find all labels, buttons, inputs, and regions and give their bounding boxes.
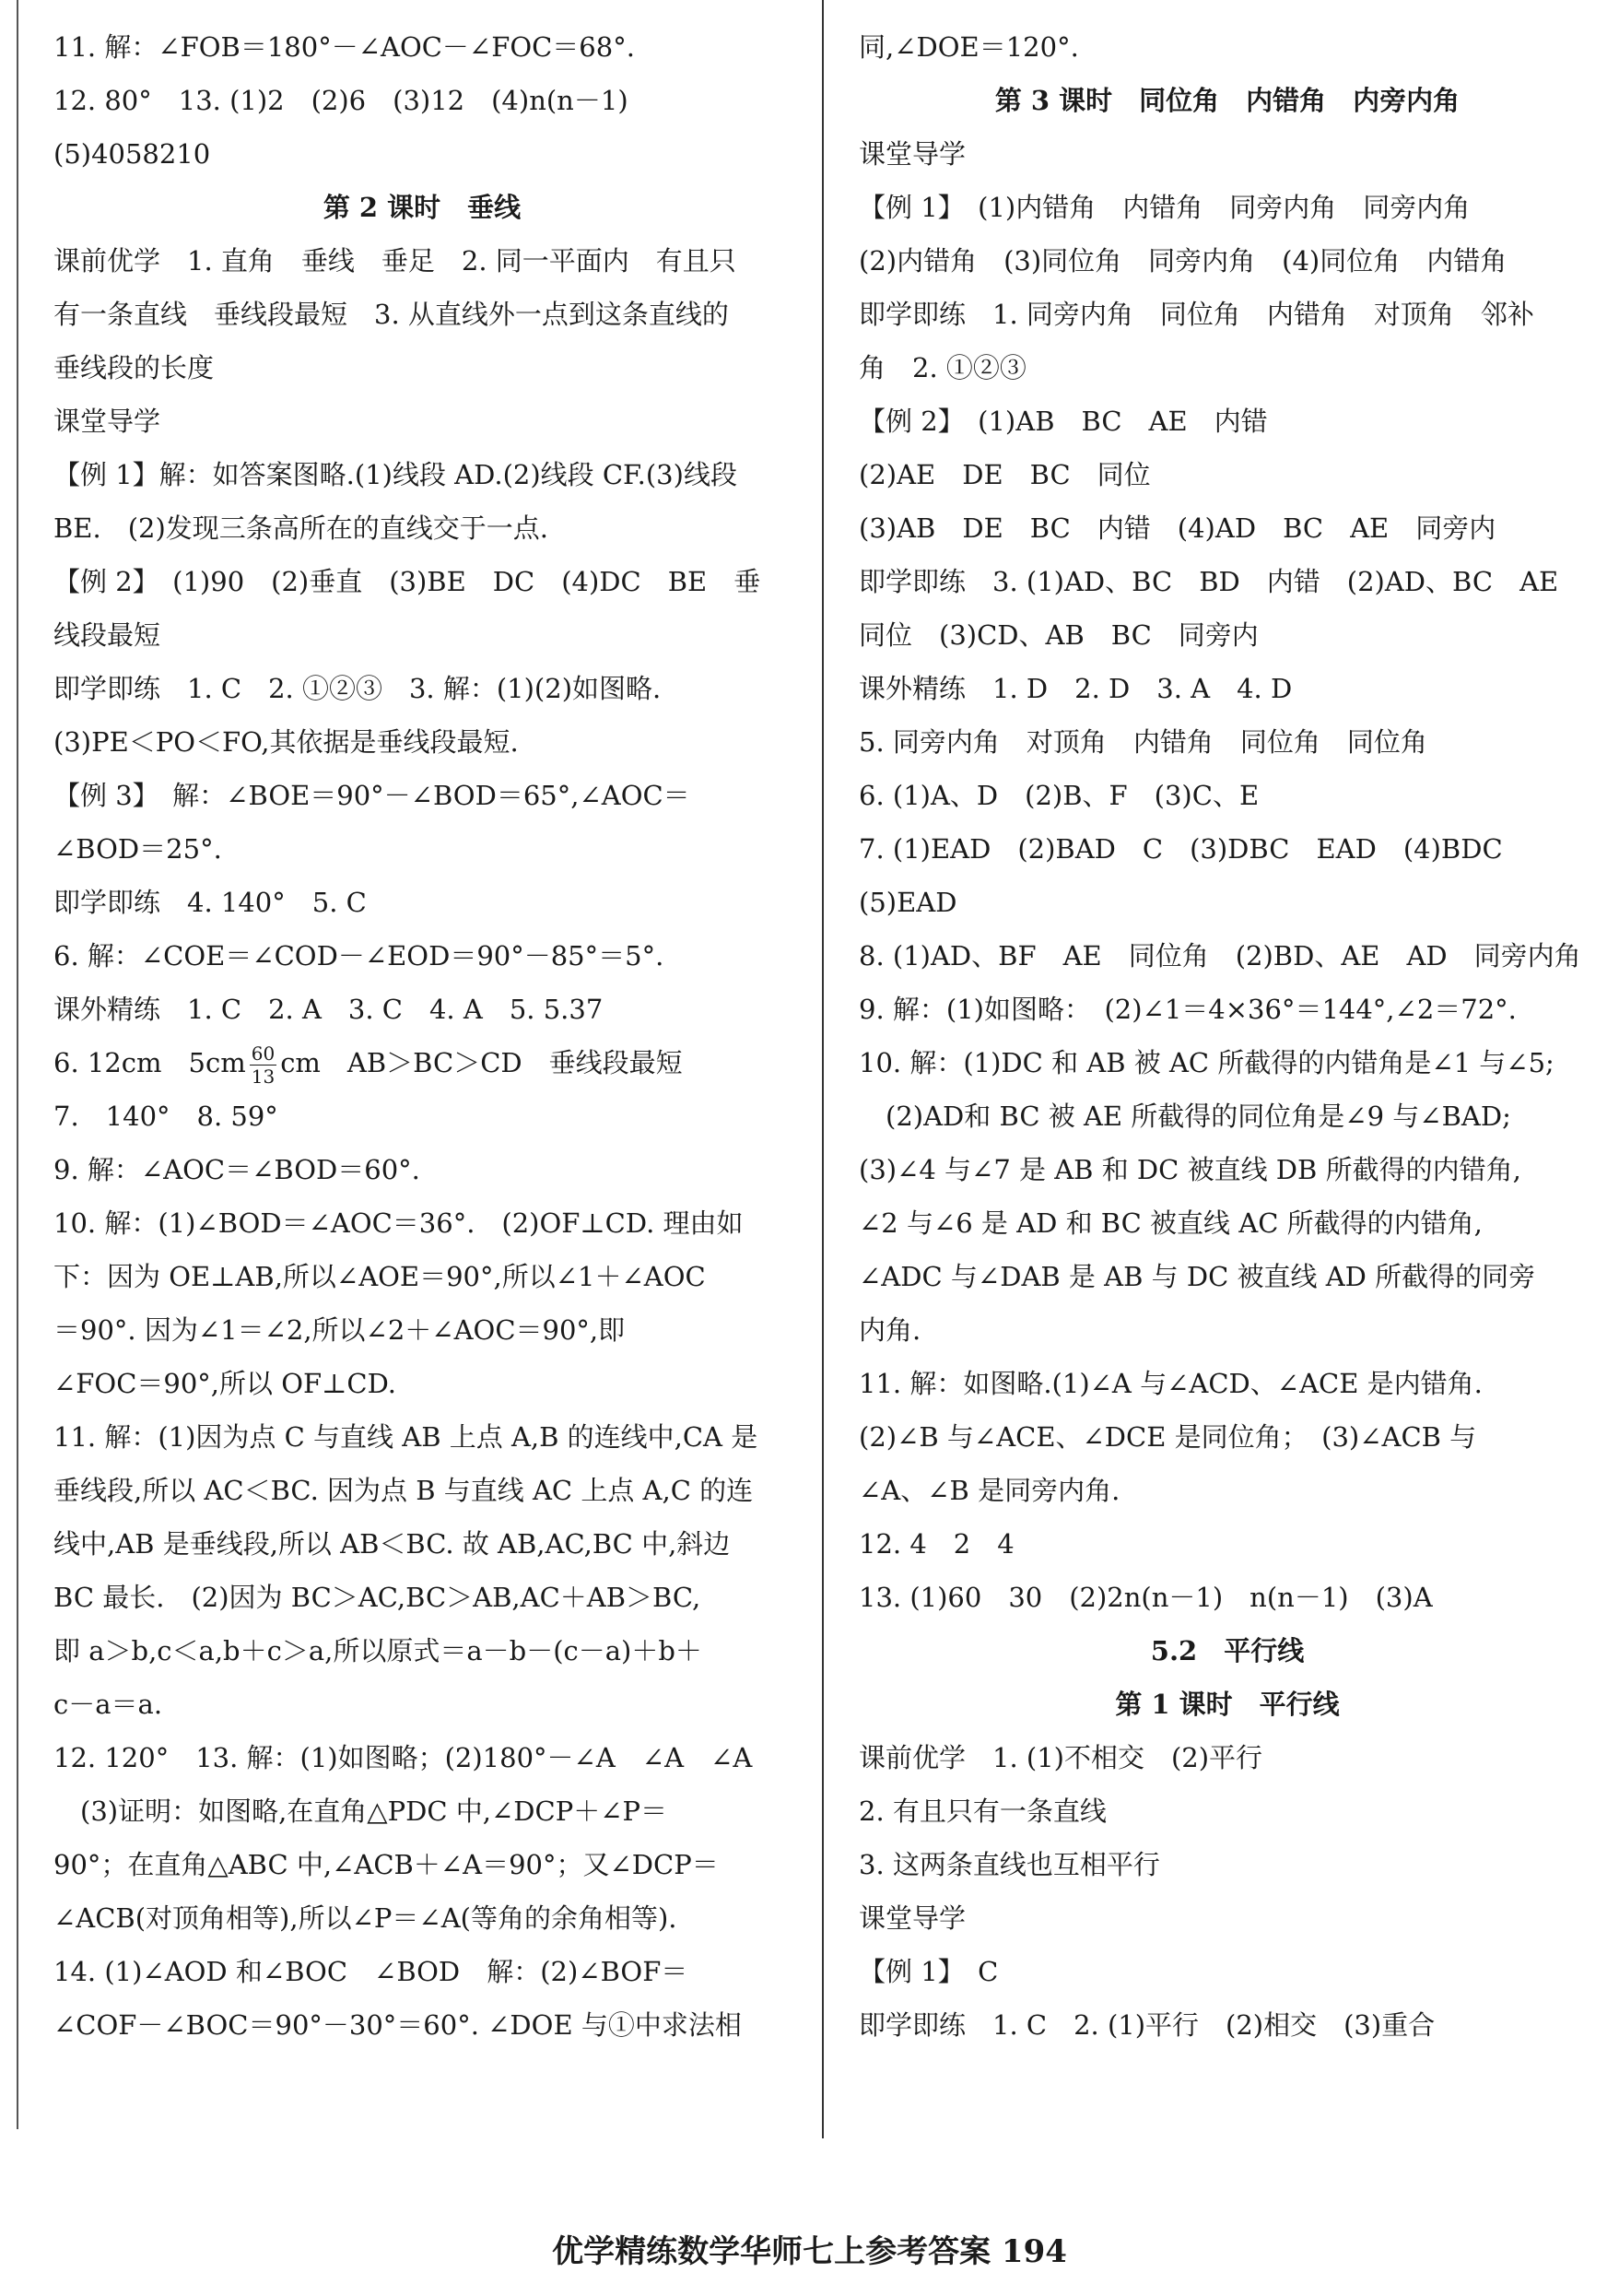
answer-line: 即学即练 1. C 2. ①②③ 3. 解：(1)(2)如图略. <box>53 673 662 704</box>
answer-line: 10. 解：(1)∠BOD＝∠AOC＝36°. (2)OF⊥CD. 理由如 <box>53 1207 744 1239</box>
answer-line: 线段最短 <box>53 619 161 651</box>
answer-line: 8. (1)AD、BF AE 同位角 (2)BD、AE AD 同旁内角 <box>859 940 1581 971</box>
answer-line: ∠BOD＝25°. <box>53 833 222 865</box>
answer-line: ＝90°. 因为∠1＝∠2,所以∠2＋∠AOC＝90°,即 <box>53 1314 626 1346</box>
answer-line: 下：因为 OE⊥AB,所以∠AOE＝90°,所以∠1＋∠AOC <box>53 1261 706 1292</box>
answer-line: 9. 解：∠AOC＝∠BOD＝60°. <box>53 1154 420 1185</box>
answer-line: 课前优学 1. 直角 垂线 垂足 2. 同一平面内 有且只 <box>53 245 736 277</box>
answer-line: (3)∠4 与∠7 是 AB 和 DC 被直线 DB 所截得的内错角, <box>859 1154 1521 1185</box>
answer-line: (3)AB DE BC 内错 (4)AD BC AE 同旁内 <box>859 512 1496 544</box>
answer-line: 90°；在直角△ABC 中,∠ACB＋∠A＝90°；又∠DCP＝ <box>53 1849 719 1880</box>
answer-line: (2)AD和 BC 被 AE 所截得的同位角是∠9 与∠BAD; <box>859 1101 1511 1132</box>
answer-line: 即学即练 1. 同旁内角 同位角 内错角 对顶角 邻补 <box>859 299 1534 330</box>
answer-line: 10. 解：(1)DC 和 AB 被 AC 所截得的内错角是∠1 与∠5; <box>859 1047 1554 1078</box>
answer-line: (2)AE DE BC 同位 <box>859 459 1151 490</box>
answer-line: 7. 140° 8. 59° <box>53 1101 278 1132</box>
section-heading: 5.2 平行线 <box>1150 1635 1305 1666</box>
answer-line: 同,∠DOE＝120°. <box>859 31 1079 63</box>
answer-line: 2. 有且只有一条直线 <box>859 1796 1107 1827</box>
answer-line: 即学即练 3. (1)AD、BC BD 内错 (2)AD、BC AE <box>859 566 1559 597</box>
answer-line: 12. 120° 13. 解：(1)如图略；(2)180°－∠A ∠A ∠A <box>53 1742 753 1773</box>
answer-line: 12. 80° 13. (1)2 (2)6 (3)12 (4)n(n－1) <box>53 85 628 116</box>
answer-line: 11. 解：如图略.(1)∠A 与∠ACD、∠ACE 是内错角. <box>859 1368 1483 1399</box>
section-heading: 第 1 课时 平行线 <box>1115 1689 1340 1720</box>
answer-line: ∠FOC＝90°,所以 OF⊥CD. <box>53 1368 397 1399</box>
right-column <box>859 20 1596 2125</box>
answer-line: 课堂导学 <box>859 1902 967 1934</box>
answer-line: 7. (1)EAD (2)BAD C (3)DBC EAD (4)BDC <box>859 833 1503 865</box>
answer-line: 课外精练 1. C 2. A 3. C 4. A 5. 5.37 <box>53 994 604 1025</box>
column-divider <box>822 0 824 2138</box>
answer-line: (3)PE＜PO＜FO,其依据是垂线段最短. <box>53 726 519 758</box>
answer-line: 【例 3】 解：∠BOE＝90°－∠BOD＝65°,∠AOC＝ <box>53 780 690 811</box>
answer-line: 14. (1)∠AOD 和∠BOC ∠BOD 解：(2)∠BOF＝ <box>53 1956 688 1987</box>
answer-line: 垂线段,所以 AC＜BC. 因为点 B 与直线 AC 上点 A,C 的连 <box>53 1475 754 1506</box>
answer-line: ∠COF－∠BOC＝90°－30°＝60°. ∠DOE 与①中求法相 <box>53 2009 742 2041</box>
answer-line: BC 最长. (2)因为 BC＞AC,BC＞AB,AC＋AB＞BC, <box>53 1582 701 1613</box>
section-heading: 第 3 课时 同位角 内错角 内旁内角 <box>994 85 1461 116</box>
answer-line: (5)4058210 <box>53 138 211 170</box>
answer-line: 线中,AB 是垂线段,所以 AB＜BC. 故 AB,AC,BC 中,斜边 <box>53 1528 731 1560</box>
answer-line: ∠ACB(对顶角相等),所以∠P＝∠A(等角的余角相等). <box>53 1902 677 1934</box>
answer-line: 13. (1)60 30 (2)2n(n－1) n(n－1) (3)A <box>859 1582 1433 1613</box>
answer-line: 11. 解：(1)因为点 C 与直线 AB 上点 A,B 的连线中,CA 是 <box>53 1421 758 1453</box>
answer-line: (2)内错角 (3)同位角 同旁内角 (4)同位角 内错角 <box>859 245 1508 277</box>
answer-line: ∠2 与∠6 是 AD 和 BC 被直线 AC 所截得的内错角, <box>859 1207 1483 1239</box>
answer-line: 3. 这两条直线也互相平行 <box>859 1849 1160 1880</box>
answer-line: 即学即练 1. C 2. (1)平行 (2)相交 (3)重合 <box>859 2009 1436 2041</box>
answer-line: 6. 12cm 5cm $\frac{60}{13}$ cm AB＞BC＞CD 垂线段最短 <box>53 1042 683 1088</box>
answer-line: 【例 1】解：如答案图略.(1)线段 AD.(2)线段 CF.(3)线段 <box>53 459 737 490</box>
answer-line: 课堂导学 <box>859 138 967 170</box>
answer-line: 11. 解：∠FOB＝180°－∠AOC－∠FOC＝68°. <box>53 31 635 63</box>
answer-line: 【例 2】 (1)90 (2)垂直 (3)BE DC (4)DC BE 垂 <box>53 566 761 597</box>
answer-line: 12. 4 2 4 <box>859 1528 1015 1560</box>
answer-line: 课外精练 1. D 2. D 3. A 4. D <box>859 673 1293 704</box>
answer-line: (5)EAD <box>859 887 957 918</box>
answer-line: 课前优学 1. (1)不相交 (2)平行 <box>859 1742 1263 1773</box>
answer-line: 【例 2】 (1)AB BC AE 内错 <box>859 406 1268 437</box>
answer-line: (3)证明：如图略,在直角△PDC 中,∠DCP＋∠P＝ <box>53 1796 668 1827</box>
answer-line: 【例 1】 C <box>859 1956 999 1987</box>
answer-line: 内角. <box>859 1314 921 1346</box>
answer-line: ∠A、∠B 是同旁内角. <box>859 1475 1120 1506</box>
fraction: $\frac{60}{13}$ <box>251 1042 276 1088</box>
answer-line: 垂线段的长度 <box>53 352 215 383</box>
answer-line: BE. (2)发现三条高所在的直线交于一点. <box>53 512 548 544</box>
answer-line: 【例 1】 (1)内错角 内错角 同旁内角 同旁内角 <box>859 192 1471 223</box>
answer-line: ∠ADC 与∠DAB 是 AB 与 DC 被直线 AD 所截得的同旁 <box>859 1261 1536 1292</box>
footer-title: 优学精练数学华师七上参考答案 <box>552 2233 991 2270</box>
answer-line: 9. 解：(1)如图略： (2)∠1＝4×36°＝144°,∠2＝72°. <box>859 994 1517 1025</box>
answer-line: 即学即练 4. 140° 5. C <box>53 887 367 918</box>
page-number: 194 <box>1001 2233 1067 2270</box>
answer-line: 即 a＞b,c＜a,b＋c＞a,所以原式＝a－b－(c－a)＋b＋ <box>53 1635 702 1666</box>
answer-line: (2)∠B 与∠ACE、∠DCE 是同位角； (3)∠ACB 与 <box>859 1421 1477 1453</box>
answer-line: 6. 解：∠COE＝∠COD－∠EOD＝90°－85°＝5°. <box>53 940 664 971</box>
answer-line: 同位 (3)CD、AB BC 同旁内 <box>859 619 1259 651</box>
page-edge-line <box>17 0 18 2129</box>
answer-line: 5. 同旁内角 对顶角 内错角 同位角 同位角 <box>859 726 1427 758</box>
answer-line: 角 2. ①②③ <box>859 352 1027 383</box>
answer-line: 6. (1)A、D (2)B、F (3)C、E <box>859 780 1260 811</box>
answer-line: 课堂导学 <box>53 406 161 437</box>
answer-line: 有一条直线 垂线段最短 3. 从直线外一点到这条直线的 <box>53 299 729 330</box>
section-heading: 第 2 课时 垂线 <box>323 192 522 223</box>
answer-line: c－a＝a. <box>53 1689 163 1720</box>
page-footer <box>0 2226 1619 2271</box>
left-column <box>53 20 791 2125</box>
